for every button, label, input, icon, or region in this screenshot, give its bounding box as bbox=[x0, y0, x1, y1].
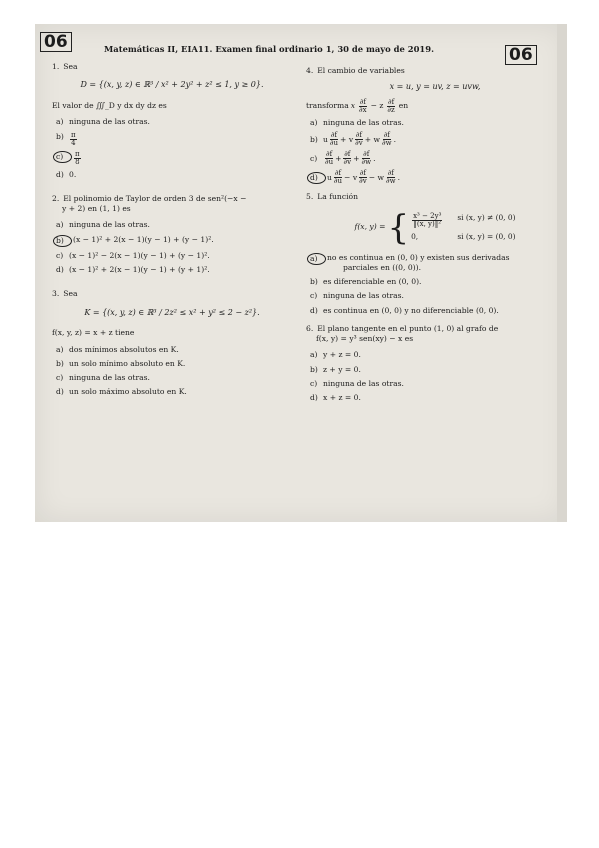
question-number: 6. bbox=[306, 323, 314, 333]
fraction: $\frac{\pi}{4}$ bbox=[71, 130, 76, 147]
option-a[interactable]: a) ninguna de las otras. bbox=[56, 117, 150, 127]
fraction: $\frac{\partial f}{\partial z}$ bbox=[387, 98, 395, 115]
left-brace: { bbox=[387, 207, 410, 248]
set-definition: K = {(x, y, z) ∈ ℝ³ / 2z² ≤ x² + y² ≤ 2 − z²}. bbox=[84, 307, 260, 317]
question-number: 3. bbox=[52, 289, 60, 299]
question-number: 5. bbox=[306, 192, 314, 202]
question-stem: El valor de ∭_D y dx dy dz es bbox=[52, 101, 167, 111]
question-4 bbox=[306, 66, 564, 185]
question-2 bbox=[52, 194, 292, 276]
exam-title: Matemáticas II, EIA11. Examen final ordinario 1, 30 de mayo de 2019. bbox=[104, 44, 434, 54]
fraction: $\frac{\partial f}{\partial x}$ bbox=[359, 98, 367, 115]
question-number: 4. bbox=[306, 66, 314, 75]
question-3 bbox=[52, 289, 292, 397]
option-d[interactable]: d) es continua en (0, 0) y no diferenciable (0, 0). bbox=[310, 305, 499, 315]
question-stem: El plano tangente en el punto (1, 0) al grafo de bbox=[317, 323, 499, 333]
circled-answer-mark: b) bbox=[53, 235, 72, 247]
option-c[interactable]: c) ninguna de las otras. bbox=[56, 373, 150, 383]
right-column bbox=[306, 66, 564, 410]
option-c[interactable]: c) (x − 1)² − 2(x − 1)(y − 1) + (y − 1)². bbox=[56, 250, 210, 260]
option-b[interactable]: b) un solo mínimo absoluto en K. bbox=[56, 358, 186, 368]
question-stem: f(x, y, z) = x + z tiene bbox=[52, 328, 135, 338]
option-a[interactable]: a) dos mínimos absolutos en K. bbox=[56, 344, 179, 354]
question-stem-cont: y + 2) en (1, 1) es bbox=[62, 204, 131, 214]
circled-answer-mark: a) bbox=[307, 253, 326, 265]
question-number: 1. bbox=[52, 62, 60, 71]
question-stem: El polinomio de Taylor de orden 3 de sen²(−x − bbox=[63, 193, 247, 203]
option-d[interactable]: d) (x − 1)² + 2(x − 1)(y − 1) + (y + 1)². bbox=[56, 265, 210, 275]
option-a[interactable]: a) ninguna de las otras. bbox=[56, 220, 150, 230]
circled-answer-mark: c) bbox=[53, 151, 72, 163]
left-column bbox=[52, 62, 292, 405]
option-a[interactable]: a) y + z = 0. bbox=[310, 350, 361, 360]
option-c-marked[interactable] bbox=[56, 151, 292, 166]
question-stem: La función bbox=[317, 192, 358, 202]
question-1 bbox=[52, 62, 292, 180]
option-b[interactable]: b) $\frac{\pi}{4}$ bbox=[56, 130, 76, 147]
exam-code-left: 06 bbox=[40, 32, 72, 52]
option-b[interactable]: b) u $\frac{\partial f}{\partial u}$ + v $\frac{\partial f}{\partial v}$ + w $\frac{\partial f}{\partial w}$ . bbox=[310, 131, 397, 148]
option-b[interactable]: b) es diferenciable en (0, 0). bbox=[310, 277, 422, 287]
question-stem-cont: f(x, y) = y³ sen(xy) − x es bbox=[316, 334, 414, 344]
option-d[interactable]: d) x + z = 0. bbox=[310, 393, 361, 403]
transform-expression: transforma x $\frac{\partial f}{\partial x}$ − z $\frac{\partial f}{\partial z}$ en bbox=[306, 98, 409, 115]
option-c[interactable]: c) $\frac{\partial f}{\partial u}$ + $\frac{\partial f}{\partial v}$ + $\frac{\partial f}{\partial w}$ . bbox=[310, 150, 376, 167]
option-a[interactable]: a) ninguna de las otras. bbox=[310, 118, 404, 128]
option-b[interactable]: b) z + y = 0. bbox=[310, 364, 361, 374]
question-intro: Sea bbox=[63, 289, 78, 299]
question-number: 2. bbox=[52, 193, 60, 203]
option-b-marked[interactable]: b) (x − 1)² + 2(x − 1)(y − 1) + (y − 1)². bbox=[56, 235, 292, 247]
circled-answer-mark: d) bbox=[307, 172, 326, 184]
option-c[interactable]: c) ninguna de las otras. bbox=[310, 291, 404, 301]
option-d[interactable]: d) 0. bbox=[56, 169, 77, 179]
question-6 bbox=[306, 324, 564, 404]
exam-code-right: 06 bbox=[505, 45, 537, 65]
question-intro: Sea bbox=[63, 62, 78, 71]
fraction: $\frac{\pi}{8}$ bbox=[75, 149, 80, 166]
set-definition: D = {(x, y, z) ∈ ℝ³ / x² + 2y² + z² ≤ 1, y ≥ 0}. bbox=[80, 80, 264, 90]
option-c[interactable]: c) ninguna de las otras. bbox=[310, 378, 404, 388]
question-stem: El cambio de variables bbox=[317, 66, 405, 75]
option-a-marked[interactable]: a) no es continua en (0, 0) y existen sus derivadas parciales en ((0, 0)). bbox=[310, 253, 564, 274]
variable-change: x = u, y = uv, z = uvw, bbox=[389, 82, 481, 92]
piecewise-function: f(x, y) = { $\frac{\text{x³ − 2y³}}{\text{‖(x, y)‖²}}$ si (x, y) ≠ (0, 0) 0, si (x, y) = (0, 0) bbox=[354, 207, 516, 248]
option-d-marked[interactable]: d) u $\frac{\partial f}{\partial u}$ − v $\frac{\partial f}{\partial v}$ − w $\frac{\partial f}{\partial w}$ . bbox=[310, 170, 564, 185]
question-5 bbox=[306, 192, 564, 316]
option-d[interactable]: d) un solo máximo absoluto en K. bbox=[56, 387, 187, 397]
